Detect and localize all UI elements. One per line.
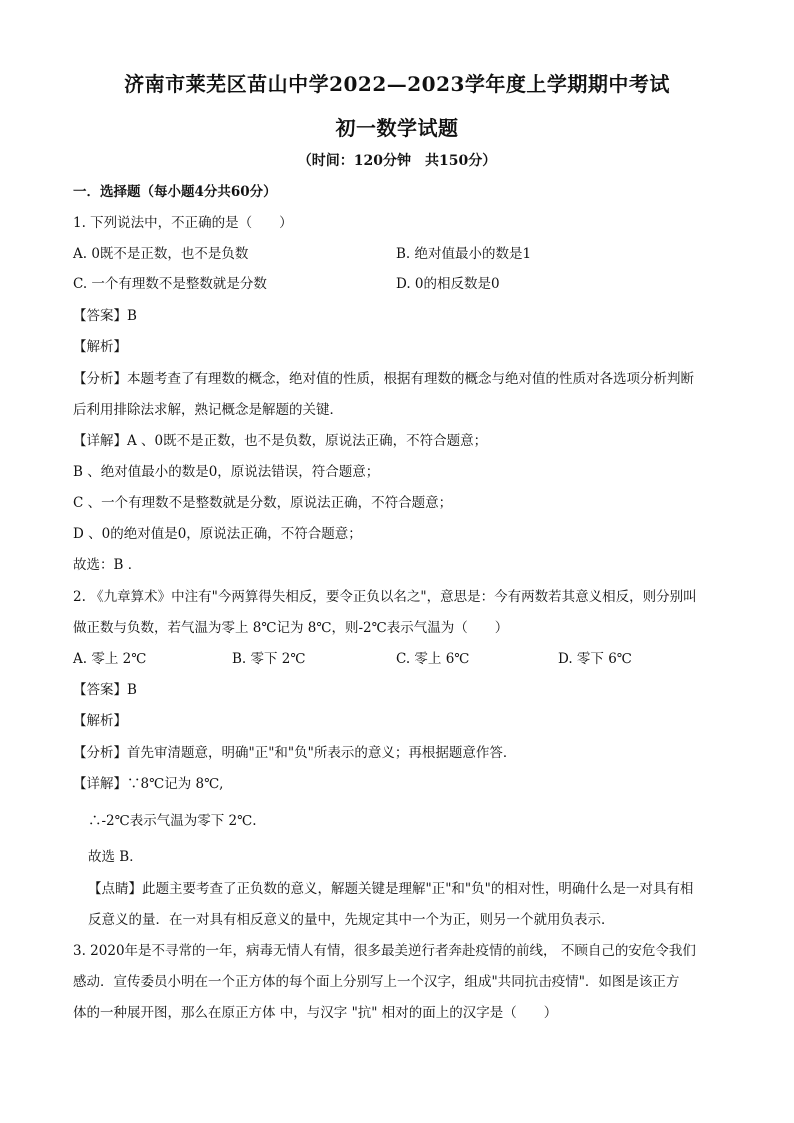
q2-stem-line1: 2. 《九章算术》中注有"今两算得失相反，要令正负以名之"，意思是：今有两数若其意义相反，则分别叫 xyxy=(73,589,697,605)
q1-fenxi-line2: 后利用排除法求解，熟记概念是解题的关键． xyxy=(73,402,343,418)
section-title: 一．选择题（每小题4分共60分） xyxy=(73,184,277,200)
q2-stem-line2: 做正数与负数，若气温为零上 8℃记为 8℃，则-2℃表示气温为（ ） xyxy=(73,620,509,636)
q2-option-a: A. 零上 2℃ xyxy=(73,651,147,667)
q2-answer: 【答案】B xyxy=(73,682,137,698)
q2-option-d: D. 零下 6℃ xyxy=(558,651,632,667)
q1-choice: 故选：B ． xyxy=(73,557,142,573)
q1-detail-b: B 、绝对值最小的数是0，原说法错误，符合题意； xyxy=(73,464,380,480)
q1-analysis-heading: 【解析】 xyxy=(73,339,127,355)
q1-fenxi-line1: 【分析】本题考查了有理数的概念，绝对值的性质，根据有理数的概念与绝对值的性质对各选项分析判断 xyxy=(73,371,694,387)
q1-detail-d: D 、0的绝对值是0，原说法正确，不符合题意； xyxy=(73,526,362,542)
exam-info: （时间：120分钟 共150分） xyxy=(297,153,497,169)
q2-comment-line1: 【点睛】此题主要考查了正负数的意义，解题关键是理解"正"和"负"的相对性，明确什么是一对具有相 xyxy=(88,881,694,897)
q2-option-b: B. 零下 2℃ xyxy=(232,651,306,667)
exam-title: 济南市莱芜区苗山中学2022—2023学年度上学期期中考试 xyxy=(124,72,670,96)
q2-detail: 【详解】∵8℃记为 8℃, xyxy=(73,776,224,792)
q3-stem-line3: 体的一种展开图，那么在原正方体 中，与汉字 "抗" 相对的面上的汉字是（ ） xyxy=(73,1005,558,1021)
q1-option-b: B. 绝对值最小的数是1 xyxy=(396,246,532,262)
q1-option-a: A. 0既不是正数，也不是负数 xyxy=(73,246,249,262)
q1-stem: 1. 下列说法中，不正确的是（ ） xyxy=(73,215,293,231)
q1-option-c: C. 一个有理数不是整数就是分数 xyxy=(73,276,267,292)
q1-detail-c: C 、一个有理数不是整数就是分数，原说法正确，不符合题意； xyxy=(73,495,453,511)
q2-step: ∴-2℃表示气温为零下 2℃. xyxy=(88,813,257,829)
q2-comment-line2: 反意义的量．在一对具有相反意义的量中，先规定其中一个为正，则另一个就用负表示． xyxy=(88,912,615,928)
q2-option-c: C. 零上 6℃ xyxy=(396,651,470,667)
q2-choice: 故选 B． xyxy=(88,849,143,865)
q1-detail-a: 【详解】A 、0既不是正数，也不是负数，原说法正确，不符合题意； xyxy=(73,433,488,449)
q3-stem-line1: 3. 2020年是不寻常的一年，病毒无情人有情，很多最美逆行者奔赴疫情的前线， 不顾自己的安危令我们 xyxy=(73,943,696,959)
q2-analysis-heading: 【解析】 xyxy=(73,713,127,729)
q1-answer: 【答案】B xyxy=(73,308,137,324)
q2-fenxi: 【分析】首先审清题意，明确"正"和"负"所表示的意义；再根据题意作答． xyxy=(73,745,517,761)
q1-option-d: D. 0的相反数是0 xyxy=(396,276,500,292)
exam-subtitle: 初一数学试题 xyxy=(335,116,459,140)
q3-stem-line2: 感动．宣传委员小明在一个正方体的每个面上分别写上一个汉字，组成"共同抗击疫情"．如图是该正方 xyxy=(73,974,680,990)
